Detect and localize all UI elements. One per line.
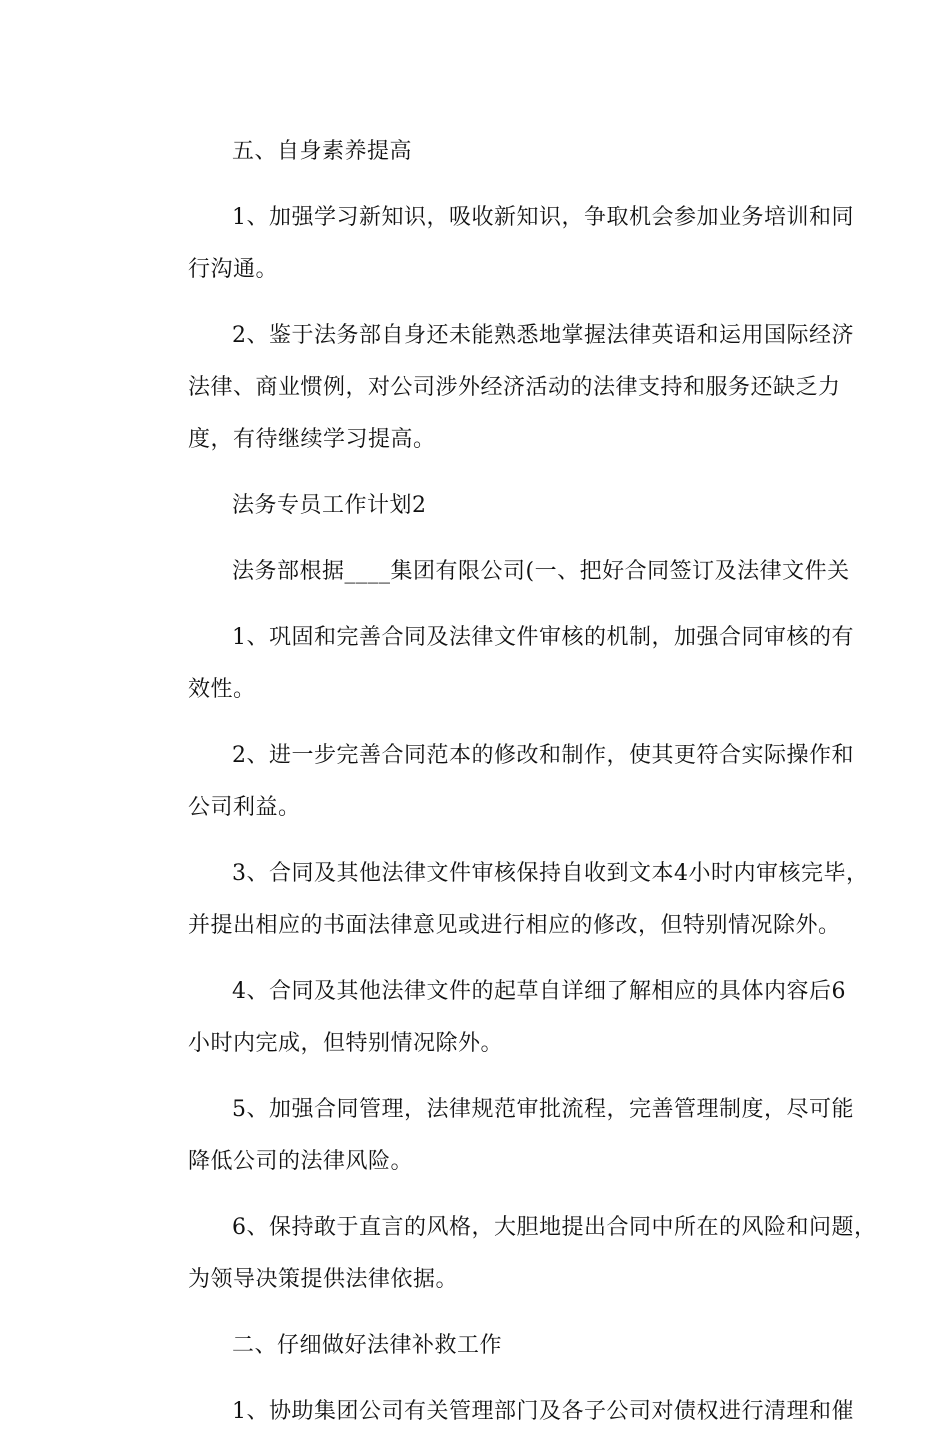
- paragraph-item-6: [144, 1202, 877, 1306]
- paragraph-intro: [144, 546, 850, 598]
- text-line: 法律、商业惯例，对公司涉外经济活动的法律支持和服务还缺乏力: [188, 375, 841, 400]
- text-line: 公司利益。: [188, 795, 301, 820]
- text-line: 5、加强合同管理，法律规范审批流程，完善管理制度，尽可能: [232, 1097, 854, 1122]
- paragraph-gap: [144, 532, 808, 546]
- paragraph-item-5: [144, 1084, 854, 1188]
- paragraph-gap: [144, 1306, 808, 1320]
- paragraph-item-1: [144, 1386, 854, 1438]
- paragraph-gap: [144, 834, 808, 848]
- paragraph-gap: [144, 598, 808, 612]
- paragraph-gap: [144, 296, 808, 310]
- text-line: 2、鉴于法务部自身还未能熟悉地掌握法律英语和运用国际经济: [232, 323, 854, 348]
- paragraph-gap: [144, 716, 808, 730]
- paragraph-item-2: [144, 730, 854, 834]
- section-heading-legal-remedy: [144, 1320, 808, 1372]
- text-line: 法务部根据____集团有限公司(一、把好合同签订及法律文件关: [232, 559, 850, 584]
- text-line: 效性。: [188, 677, 256, 702]
- text-line: 4、合同及其他法律文件的起草自详细了解相应的具体内容后6: [232, 979, 846, 1004]
- text-line: 为领导决策提供法律依据。: [188, 1267, 459, 1292]
- paragraph-gap: [144, 178, 808, 192]
- paragraph-gap: [144, 952, 808, 966]
- text-line: 五、自身素养提高: [232, 139, 413, 164]
- text-line: 1、巩固和完善合同及法律文件审核的机制，加强合同审核的有: [232, 625, 854, 650]
- text-line: 降低公司的法律风险。: [188, 1149, 414, 1174]
- paragraph-gap: [144, 466, 808, 480]
- paragraph-gap: [144, 1070, 808, 1084]
- document-subtitle: [144, 480, 808, 532]
- text-line: 并提出相应的书面法律意见或进行相应的修改，但特别情况除外。: [188, 913, 841, 938]
- paragraph-gap: [144, 1372, 808, 1386]
- paragraph-gap: [144, 1188, 808, 1202]
- document-body: [144, 126, 877, 1438]
- text-line: 2、进一步完善合同范本的修改和制作，使其更符合实际操作和: [232, 743, 854, 768]
- text-line: 1、协助集团公司有关管理部门及各子公司对债权进行清理和催: [232, 1399, 854, 1424]
- text-line: 法务专员工作计划2: [232, 493, 427, 518]
- paragraph-item-1: [144, 612, 854, 716]
- paragraph-item-4: [144, 966, 846, 1070]
- text-line: 小时内完成，但特别情况除外。: [188, 1031, 504, 1056]
- section-heading-self-improvement: [144, 126, 808, 178]
- paragraph-item-2: [144, 310, 854, 466]
- text-line: 度，有待继续学习提高。: [188, 427, 436, 452]
- paragraph-item-1: [144, 192, 854, 296]
- text-line: 行沟通。: [188, 257, 279, 282]
- paragraph-item-3: [144, 848, 869, 952]
- text-line: 6、保持敢于直言的风格，大胆地提出合同中所在的风险和问题，: [232, 1215, 877, 1240]
- text-line: 1、加强学习新知识，吸收新知识，争取机会参加业务培训和同: [232, 205, 854, 230]
- text-line: 3、合同及其他法律文件审核保持自收到文本4小时内审核完毕，: [232, 861, 869, 886]
- text-line: 二、仔细做好法律补救工作: [232, 1333, 503, 1358]
